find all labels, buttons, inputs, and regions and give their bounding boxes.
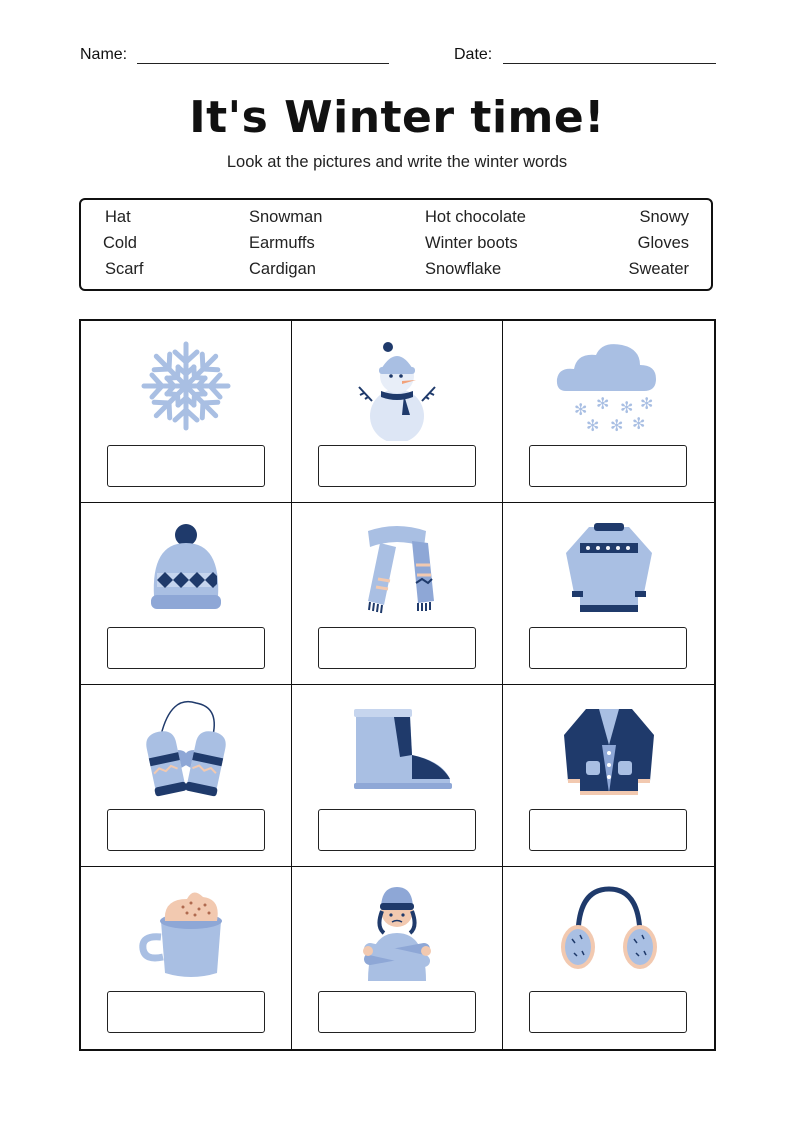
answer-box-9[interactable] bbox=[529, 809, 687, 851]
earmuffs-icon bbox=[544, 877, 674, 987]
svg-text:✻: ✻ bbox=[595, 394, 609, 413]
answer-box-11[interactable] bbox=[318, 991, 476, 1033]
svg-text:✻: ✻ bbox=[573, 400, 587, 419]
answer-box-6[interactable] bbox=[529, 627, 687, 669]
answer-box-3[interactable] bbox=[529, 445, 687, 487]
cell-11 bbox=[292, 867, 503, 1049]
cell-6 bbox=[503, 503, 714, 685]
answer-box-2[interactable] bbox=[318, 445, 476, 487]
name-line[interactable] bbox=[137, 63, 389, 64]
cell-10 bbox=[81, 867, 292, 1049]
word-snowman: Snowman bbox=[249, 208, 323, 226]
word-scarf: Scarf bbox=[105, 260, 144, 278]
svg-text:✻: ✻ bbox=[609, 416, 623, 435]
svg-text:✻: ✻ bbox=[619, 398, 633, 417]
snowman-icon bbox=[332, 331, 462, 441]
svg-text:✻: ✻ bbox=[585, 416, 599, 435]
cell-2 bbox=[292, 321, 503, 503]
snowflake-icon bbox=[121, 331, 251, 441]
svg-text:✻: ✻ bbox=[639, 394, 653, 413]
name-label: Name: bbox=[80, 46, 128, 63]
answer-box-4[interactable] bbox=[107, 627, 265, 669]
answer-box-12[interactable] bbox=[529, 991, 687, 1033]
cell-9 bbox=[503, 685, 714, 867]
cell-5 bbox=[292, 503, 503, 685]
svg-text:✻: ✻ bbox=[631, 414, 645, 433]
word-snowy: Snowy bbox=[639, 208, 689, 226]
answer-box-7[interactable] bbox=[107, 809, 265, 851]
cell-12 bbox=[503, 867, 714, 1049]
answer-box-8[interactable] bbox=[318, 809, 476, 851]
word-sweater: Sweater bbox=[628, 260, 689, 278]
page-title: It's Winter time! bbox=[189, 92, 605, 143]
cell-8 bbox=[292, 685, 503, 867]
answer-box-10[interactable] bbox=[107, 991, 265, 1033]
word-hot-chocolate: Hot chocolate bbox=[425, 208, 526, 226]
cell-4 bbox=[81, 503, 292, 685]
scarf-icon bbox=[332, 513, 462, 623]
word-gloves: Gloves bbox=[637, 234, 689, 252]
date-label: Date: bbox=[454, 46, 493, 63]
word-cardigan: Cardigan bbox=[249, 260, 316, 278]
mittens-icon bbox=[121, 695, 251, 805]
cold-person-icon bbox=[332, 877, 462, 987]
cell-1 bbox=[81, 321, 292, 503]
picture-grid bbox=[79, 319, 716, 1051]
word-snowflake: Snowflake bbox=[425, 260, 502, 278]
date-line[interactable] bbox=[503, 63, 716, 64]
hat-icon bbox=[121, 513, 251, 623]
word-bank bbox=[79, 198, 713, 291]
hot-chocolate-icon bbox=[121, 877, 251, 987]
boot-icon bbox=[332, 695, 462, 805]
word-cold: Cold bbox=[103, 234, 137, 252]
word-earmuffs: Earmuffs bbox=[249, 234, 315, 252]
cell-7 bbox=[81, 685, 292, 867]
cardigan-icon bbox=[544, 695, 674, 805]
word-winter-boots: Winter boots bbox=[425, 234, 518, 252]
word-hat: Hat bbox=[105, 208, 131, 226]
snowy-cloud-icon bbox=[544, 331, 674, 441]
answer-box-1[interactable] bbox=[107, 445, 265, 487]
answer-box-5[interactable] bbox=[318, 627, 476, 669]
instructions: Look at the pictures and write the winter words bbox=[226, 153, 568, 171]
cell-3 bbox=[503, 321, 714, 503]
sweater-icon bbox=[544, 513, 674, 623]
